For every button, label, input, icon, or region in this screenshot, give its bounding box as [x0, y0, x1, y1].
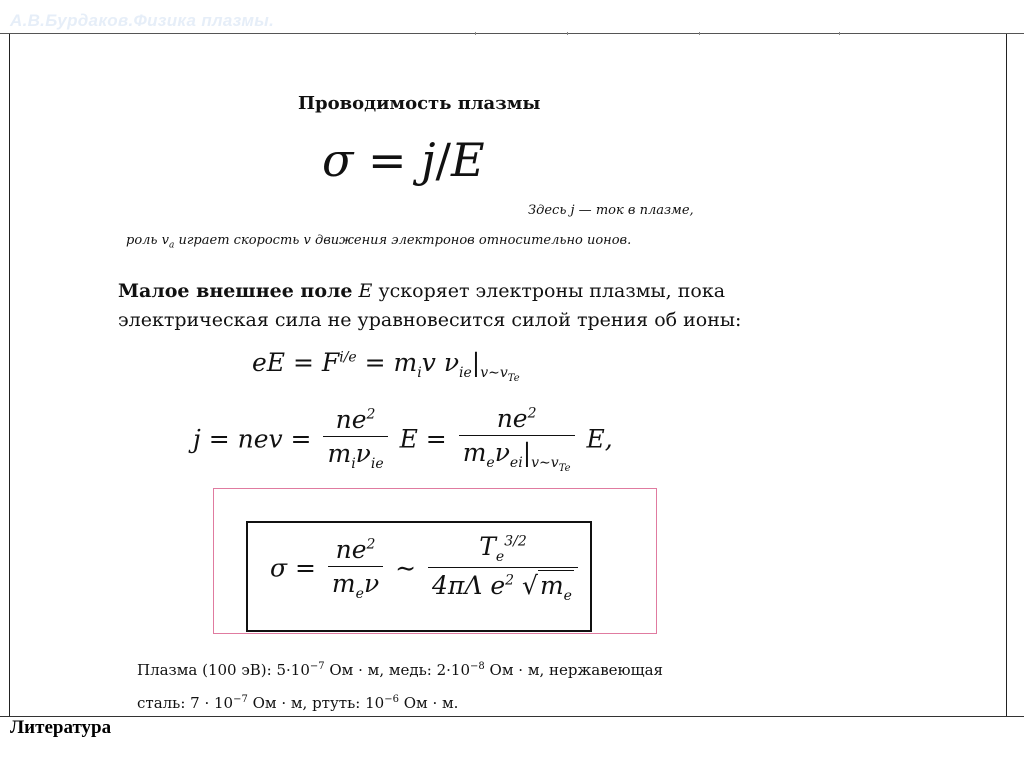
values-steel-exp: −7	[233, 694, 248, 705]
eq1-sup: i/e	[339, 349, 357, 366]
eq3-sqrt-sub: e	[563, 588, 572, 604]
eq3-f1-den: m	[331, 568, 356, 598]
values-mercury-exp: −6	[384, 694, 399, 705]
eq2-fraction-1	[323, 405, 387, 472]
eq3-f2-den-sup: 2	[505, 572, 515, 589]
e-symbol: E	[450, 133, 485, 187]
note-text-rest: играет скорость v движения электронов относительно ионов.	[174, 233, 632, 248]
eq3-f2-den: 4πΛ e	[432, 571, 506, 600]
eq2-f1-den: m	[327, 439, 352, 469]
values-line-1	[137, 652, 797, 685]
values-line-2	[137, 685, 797, 718]
eq3-f2-num-sub: e	[495, 549, 505, 565]
bottom-rule	[0, 716, 1024, 717]
note-text: роль v	[126, 233, 169, 248]
eq2-f1-den-nu-sub: ie	[370, 456, 384, 473]
eq3-sqrt	[538, 570, 574, 604]
values-steel-label: Ом · м, нержавеющая	[484, 661, 663, 679]
eq2-f1-den-sub: i	[351, 456, 356, 473]
eq2-f2-num-sup: 2	[527, 405, 537, 422]
eq3-f2-num: T	[479, 532, 496, 561]
values-plasma-exp: −7	[309, 661, 325, 672]
eq2-f1-num: ne	[335, 405, 367, 435]
values-copper: Ом · м, медь: 2·10	[324, 661, 471, 679]
para-rest: ускоряет электроны плазмы, пока электрическая сила не уравновесится силой трения об ионы:	[118, 280, 742, 331]
values-mercury: Ом · м, ртуть: 10	[247, 694, 385, 712]
eq3-fraction-2	[428, 532, 578, 604]
eq1-eval-bar: |	[471, 348, 481, 377]
equation-current	[193, 404, 613, 474]
para-e: E	[358, 280, 373, 302]
j-symbol: j	[421, 133, 436, 187]
eq2-f1-den-nu: ν	[355, 439, 371, 469]
values-end: Ом · м.	[398, 694, 459, 712]
eq2-f2-den-sub: e	[486, 455, 495, 471]
equation-conductivity	[270, 532, 582, 604]
eq2-f1-num-sup: 2	[366, 407, 376, 424]
eq2-f2-num: ne	[496, 404, 528, 433]
eq1-eval-sub: v∼v	[480, 365, 508, 381]
eq3-f1-den-sub: e	[355, 585, 364, 602]
eq3-sqrt-m: m	[539, 571, 564, 600]
eq3-f1-num-sup: 2	[366, 536, 376, 553]
eq1-mid: = m	[356, 348, 418, 377]
eq2-f2-eval-subsub: Te	[558, 462, 571, 474]
eq2-f2-den-nu: ν	[494, 438, 510, 467]
eq1-mi-sub: i	[417, 365, 422, 381]
eq1-nu-sub: ie	[459, 365, 472, 381]
eq2-fraction-2	[459, 404, 575, 474]
footer-title[interactable]: Литература	[10, 717, 112, 738]
values-plasma: Плазма (100 эВ): 5·10	[137, 661, 310, 679]
note-line-2	[126, 233, 631, 251]
note-subscript: a	[168, 240, 175, 251]
eq3-f2-num-sup: 3/2	[504, 533, 527, 550]
eq3-f1-num: ne	[335, 534, 367, 564]
eq2-f2-eval-bar: |	[522, 438, 532, 467]
eq2-lhs: j = nev =	[193, 424, 312, 454]
sqrt-icon: √	[522, 571, 538, 600]
values-steel: сталь: 7 · 10	[137, 694, 234, 712]
note-line-1: Здесь j — ток в плазме,	[528, 203, 694, 218]
slide-title: Проводимость плазмы	[298, 93, 541, 114]
eq2-f2-den-nu-sub: ei	[509, 455, 523, 471]
eq3-f1-den-nu: ν	[363, 568, 380, 598]
eq1-rest: v ν	[421, 348, 460, 377]
eq2-mid: E =	[399, 424, 447, 454]
eq2-tail: E,	[586, 424, 613, 454]
para-bold: Малое внешнее поле	[118, 280, 353, 302]
eq1-eval-subsub: Te	[507, 372, 520, 384]
paragraph	[118, 277, 758, 335]
values-copper-exp: −8	[470, 661, 485, 672]
resistivity-values	[137, 652, 797, 718]
slash-sign: /	[435, 133, 451, 187]
conductivity-definition	[322, 133, 485, 187]
equals-sign: =	[368, 133, 407, 187]
equation-force-balance	[252, 348, 520, 384]
header-title: А.В.Бурдаков.Физика плазмы.	[10, 11, 275, 30]
eq3-sim: ∼	[395, 553, 417, 583]
eq2-f2-eval-sub: v∼v	[531, 455, 559, 471]
eq3-fraction-1	[328, 535, 383, 602]
eq2-f2-den: m	[462, 438, 487, 467]
sigma-symbol: σ	[322, 133, 354, 187]
eq1-lhs: eE = F	[252, 348, 340, 377]
eq3-lhs: σ =	[270, 553, 316, 583]
